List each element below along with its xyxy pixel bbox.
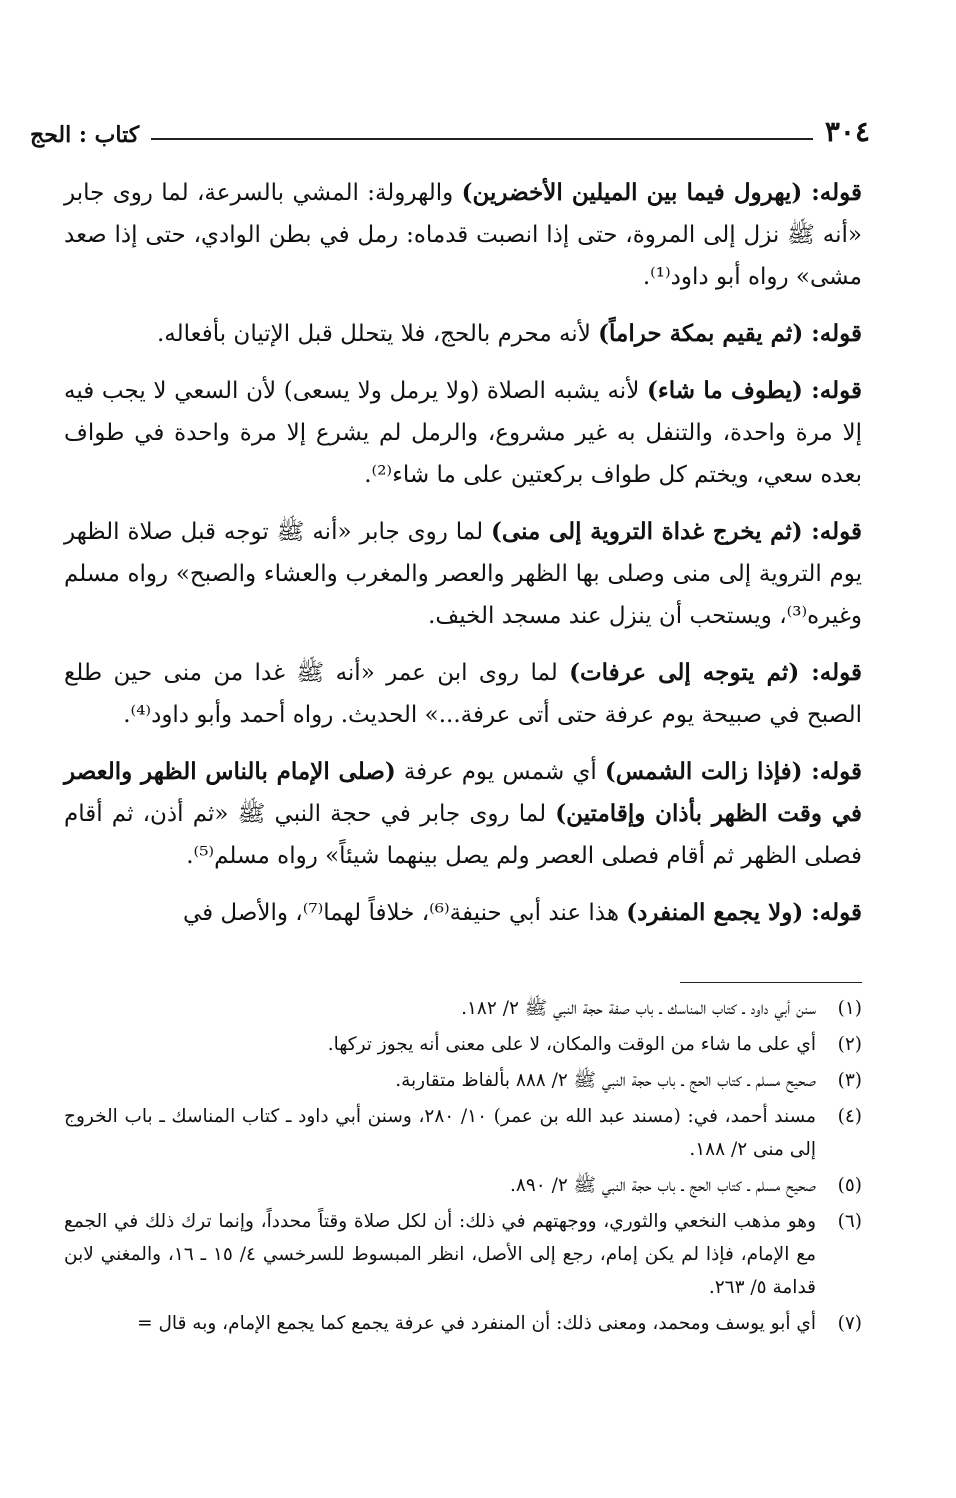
paragraph-lead: قوله: (ثم يقيم بمكة حراماً) bbox=[598, 320, 862, 347]
footnote-number: (٤) bbox=[837, 1106, 862, 1127]
paragraph-text: هذا عند أبي حنيفة⁽⁶⁾، خلافاً لهما⁽⁷⁾، والأصل في bbox=[182, 900, 627, 926]
footnote-number: (١) bbox=[837, 998, 862, 1019]
footnote-text: وهو مذهب النخعي والثوري، ووجهتهم في ذلك: أن لكل صلاة وقتاً محدداً، وإنما ترك ذلك في الجمع مع الإمام، فإذا لم يكن إمام، رجع إلى الأصل، انظر المبسوط للسرخسي ٤/ ١٥ ـ ١٦، والمغني لابن قدامة ٥/ ٢٦٣. bbox=[64, 1211, 816, 1298]
footnote-text: أي على ما شاء من الوقت والمكان، لا على معنى أنه يجوز تركها. bbox=[327, 1034, 816, 1055]
paragraph-lead: قوله: (ثم يتوجه إلى عرفات) bbox=[569, 659, 862, 686]
footnote bbox=[64, 1100, 862, 1166]
footnote bbox=[64, 1028, 862, 1061]
footnote bbox=[64, 1205, 862, 1304]
footnote bbox=[64, 992, 862, 1025]
footnote-text: سنن أبي داود ـ كتاب المناسك ـ باب صفة حجة النبي ﷺ ٢/ ١٨٢. bbox=[461, 998, 816, 1019]
paragraph-lead: قوله: (ثم يخرج غداة التروية إلى منى) bbox=[491, 518, 862, 545]
paragraph bbox=[64, 511, 862, 637]
footnote-number: (٢) bbox=[837, 1034, 862, 1055]
footnote-number: (٣) bbox=[837, 1070, 862, 1091]
paragraph-text: لما روى ابن عمر «أنه ﷺ غدا من منى حين طلع الصبح في صبيحة يوم عرفة حتى أتى عرفة...» الحديث. رواه أحمد وأبو داود⁽⁴⁾. bbox=[64, 660, 862, 728]
paragraph-lead: قوله: (يطوف ما شاء) bbox=[647, 377, 862, 404]
footnote-text: مسند أحمد، في: (مسند عبد الله بن عمر) ١٠/ ٢٨٠، وسنن أبي داود ـ كتاب المناسك ـ باب الخروج إلى منى ٢/ ١٨٨. bbox=[64, 1106, 816, 1160]
paragraph-text: لما روى جابر «أنه ﷺ توجه قبل صلاة الظهر يوم التروية إلى منى وصلى بها الظهر والعصر والمغرب والعشاء والصبح» رواه مسلم وغيره⁽³⁾، ويستحب أن ينزل عند مسجد الخيف. bbox=[64, 519, 862, 629]
footnote-text: صحيح مسلم ـ كتاب الحج ـ باب حجة النبي ﷺ ٢/ ٨٩٠. bbox=[510, 1175, 816, 1196]
footnote bbox=[64, 1064, 862, 1097]
footnote-text: أي أبو يوسف ومحمد، ومعنى ذلك: أن المنفرد في عرفة يجمع كما يجمع الإمام، وبه قال = bbox=[137, 1313, 816, 1334]
paragraph-lead: قوله: (ولا يجمع المنفرد) bbox=[626, 899, 862, 926]
main-text bbox=[64, 172, 862, 949]
footnote-text: صحيح مسلم ـ كتاب الحج ـ باب حجة النبي ﷺ ٢/ ٨٨٨ بألفاظ متقاربة. bbox=[395, 1070, 816, 1091]
page-number: ٣٠٤ bbox=[824, 115, 870, 148]
footnote-number: (٥) bbox=[837, 1175, 862, 1196]
paragraph bbox=[64, 370, 862, 496]
paragraph-bold-quote: (صلى الإمام بالناس الظهر والعصر في وقت الظهر بأذان وإقامتين) bbox=[64, 758, 862, 827]
paragraph-text: لأنه يشبه الصلاة (ولا يرمل ولا يسعى) لأن السعي لا يجب فيه إلا مرة واحدة، والتنفل به غير مشروع، والرمل لم يشرع إلا مرة واحدة في طواف بعده سعي، ويختم كل طواف بركعتين على ما شاء⁽²⁾. bbox=[64, 378, 862, 488]
paragraph-text: لأنه محرم بالحج، فلا يتحلل قبل الإتيان بأفعاله. bbox=[156, 321, 599, 347]
paragraph-lead: قوله: (فإذا زالت الشمس) bbox=[604, 758, 862, 785]
footnote bbox=[64, 1169, 862, 1202]
paragraph-text: لما روى جابر في حجة النبي ﷺ «ثم أذن، ثم أقام فصلى الظهر ثم أقام فصلى العصر ولم يصل بينهما شيئاً» رواه مسلم⁽⁵⁾. bbox=[64, 801, 862, 869]
paragraph-text: أي شمس يوم عرفة bbox=[395, 759, 605, 785]
footnote-number: (٦) bbox=[837, 1211, 862, 1232]
paragraph bbox=[64, 313, 862, 355]
paragraph-lead: قوله: (يهرول فيما بين الميلين الأخضرين) bbox=[461, 179, 862, 206]
footnote-number: (٧) bbox=[837, 1313, 862, 1334]
paragraph bbox=[64, 172, 862, 298]
header-rule bbox=[151, 138, 813, 140]
paragraph-text: والهرولة: المشي بالسرعة، لما روى جابر «أنه ﷺ نزل إلى المروة، حتى إذا انصبت قدماه: رمل في بطن الوادي، حتى إذا صعد مشى» رواه أبو داود⁽¹⁾. bbox=[64, 180, 862, 290]
paragraph bbox=[64, 892, 862, 934]
paragraph bbox=[64, 652, 862, 736]
footnote-separator bbox=[680, 982, 862, 983]
paragraph bbox=[64, 751, 862, 877]
running-title: كتاب : الحج bbox=[30, 122, 140, 148]
page-header bbox=[30, 112, 870, 146]
footnote bbox=[64, 1307, 862, 1340]
footnotes bbox=[64, 992, 862, 1343]
